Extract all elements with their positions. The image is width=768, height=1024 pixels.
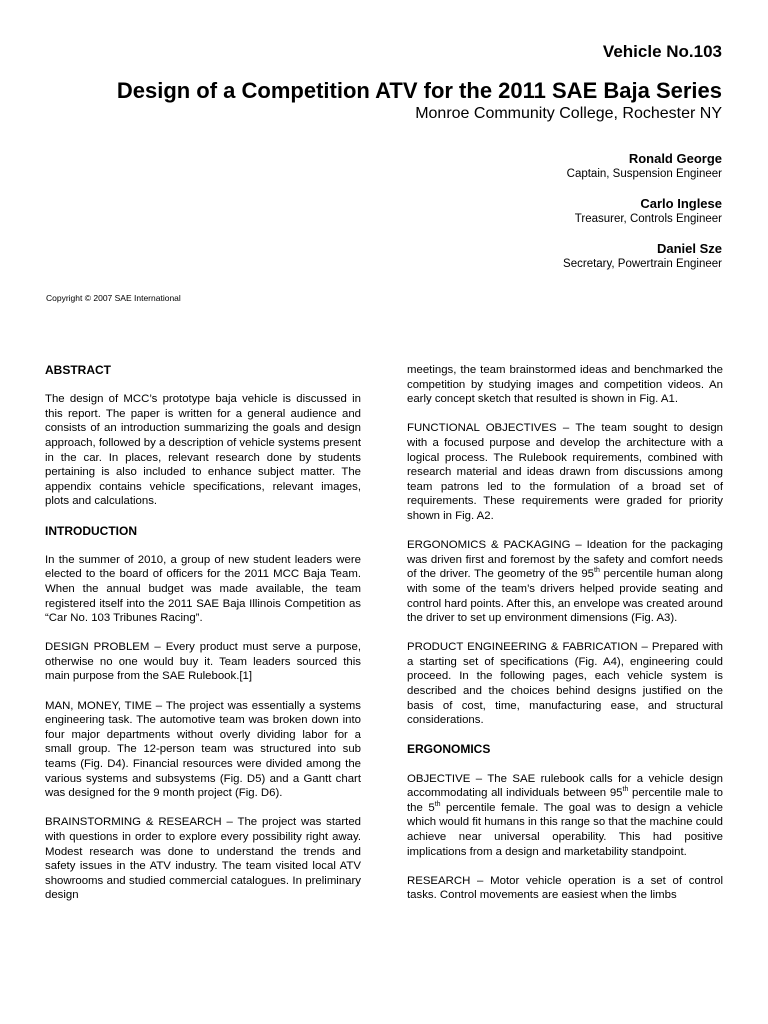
body-paragraph: MAN, MONEY, TIME – The project was essentially a systems engineering task. The automotive team was broken down into four major departments without overly dividing labor for a small group. The 12-person team was structured into sub teams (Fig. D4). Financial resources were divided among the various systems and subsystems (Fig. D5) and a Gantt chart was designed for the 9 month project (Fig. D6). — [45, 699, 361, 800]
affiliation: Monroe Community College, Rochester NY — [415, 105, 722, 122]
body-paragraph: In the summer of 2010, a group of new student leaders were elected to the board of officers for the 2011 MCC Baja Team. When the annual budget was made available, the team registered itself into the 2011 SAE Baja Illinois Competition as “Car No. 103 Tribunes Racing”. — [45, 553, 361, 625]
body-paragraph: PRODUCT ENGINEERING & FABRICATION – Prepared with a starting set of specifications (Fig. A4), engineering could proceed. In the following pages, each vehicle system is described and the choices behind designs justified on the basis of cost, time, manufacturing ease, and structural considerations. — [407, 641, 723, 727]
body-paragraph: FUNCTIONAL OBJECTIVES – The team sought to design with a focused purpose and develop the architecture with a logical process. The Rulebook requirements, combined with research material and ideas drawn from discussions among team patrons led to the formulation of a broad set of requirements. These requirements were graded for priority shown in Fig. A2. — [407, 422, 723, 522]
text-run: OBJECTIVE – The SAE rulebook calls for a vehicle design accommodating all individuals between 95 — [407, 772, 723, 800]
body-paragraph: meetings, the team brainstormed ideas and benchmarked the competition by studying images and competition videos. An early concept sketch that resulted is shown in Fig. A1. — [407, 364, 723, 406]
author-list — [422, 150, 722, 285]
superscript: th — [622, 786, 629, 794]
abstract-heading: ABSTRACT — [45, 363, 111, 377]
abstract-text: The design of MCC’s prototype baja vehicle is discussed in this report. The paper is written for a general audience and consists of an introduction summarizing the goals and design approach, followed by a description of vehicle systems present in the car. In places, relevant research done by students pertaining is also included to enhance subject matter. The appendix contains vehicle specifications, relevant images, plots and calculations. — [45, 393, 361, 508]
paper-title: Design of a Competition ATV for the 2011 SAE Baja Series — [116, 78, 722, 103]
author — [422, 195, 722, 227]
superscript: th — [594, 567, 600, 575]
left-column — [45, 363, 361, 918]
copyright-notice: Copyright © 2007 SAE International — [46, 293, 181, 303]
author-role: Treasurer, Controls Engineer — [574, 213, 722, 225]
superscript: th — [434, 801, 441, 809]
text-run: ERGONOMICS & PACKAGING – Ideation for the packaging was driven first and foremost by the safety and comfort needs of the driver. The geometry of the 95 — [407, 539, 723, 581]
author-role: Captain, Suspension Engineer — [566, 168, 722, 180]
body-paragraph: BRAINSTORMING & RESEARCH – The project was started with questions in order to explore every possibility right away. Modest research was done to understand the trends and safety issues in the ATV industry. The team visited local ATV showrooms and studied commercial catalogues. In preliminary design — [45, 816, 361, 902]
text-run: percentile male to the 5 — [407, 787, 723, 814]
author-role: Secretary, Powertrain Engineer — [563, 258, 722, 270]
author — [422, 240, 722, 272]
right-column — [407, 363, 723, 918]
body-paragraph: DESIGN PROBLEM – Every product must serve a purpose, otherwise no one would buy it. Team leaders sourced this main purpose from the SAE Rulebook.[1] — [45, 641, 361, 683]
body-paragraph — [407, 772, 723, 860]
text-run: percentile female. The goal was to design a vehicle which would fit humans in this range so that the machine could achieve near universal operability. This had positive implications from a design and marketability standpoint. — [407, 801, 723, 858]
ergonomics-heading: ERGONOMICS — [407, 742, 491, 757]
author-name: Daniel Sze — [656, 241, 722, 256]
vehicle-number: Vehicle No.103 — [602, 42, 722, 61]
author-name: Ronald George — [628, 151, 722, 166]
introduction-heading: INTRODUCTION — [45, 523, 137, 538]
text-run: percentile human along with some of the team’s drivers helped provide seating and control hard points. After this, an envelope was created around the driver to set up environment dimensions (Fig. A3). — [407, 568, 723, 625]
author-name: Carlo Inglese — [640, 196, 722, 211]
author — [422, 150, 722, 182]
body-paragraph: RESEARCH – Motor vehicle operation is a set of control tasks. Control movements are easiest when the limbs — [407, 874, 723, 902]
body-paragraph — [407, 538, 723, 626]
